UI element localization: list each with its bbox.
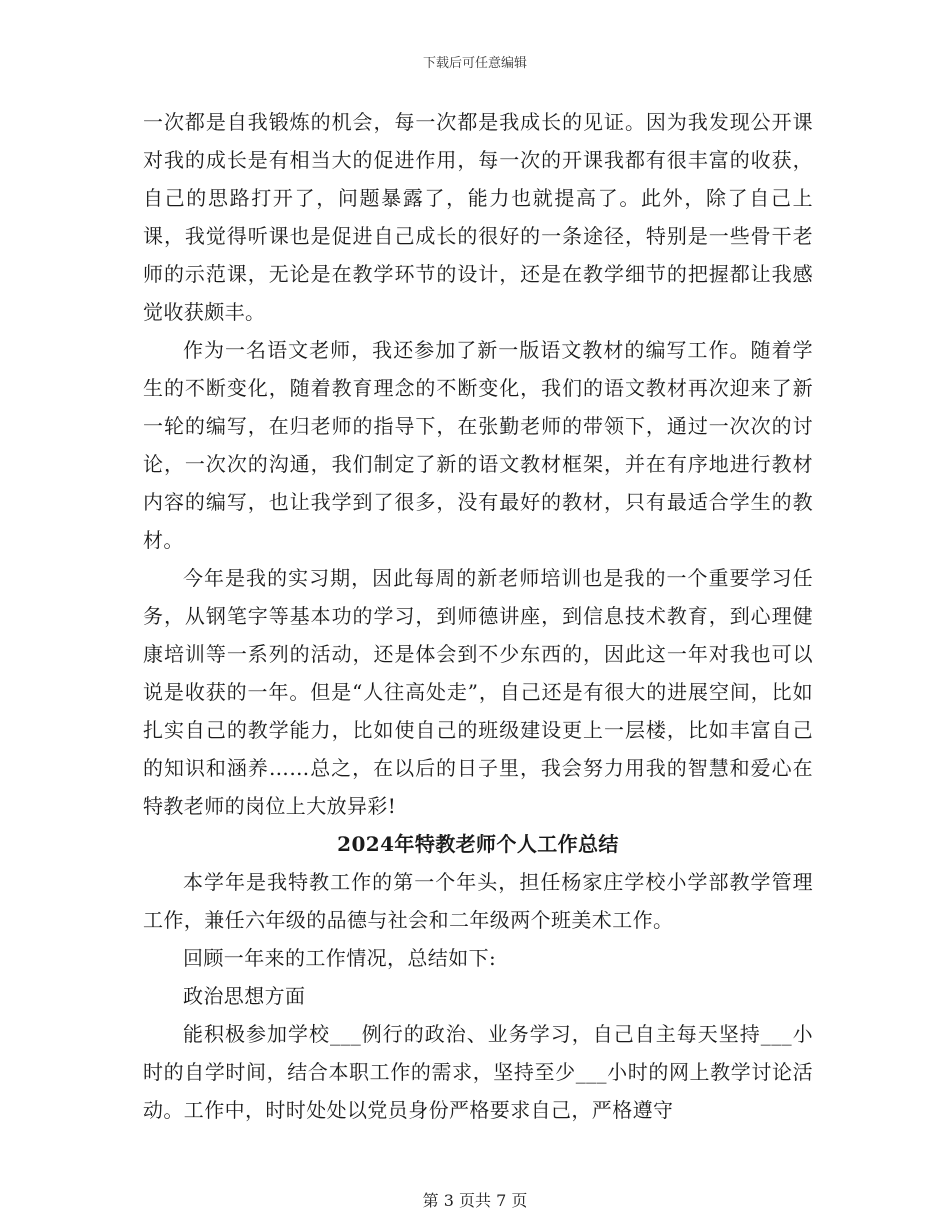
paragraph-internship: 今年是我的实习期，因此每周的新老师培训也是我的一个重要学习任务，从钢笔字等基本功的学习，到师德讲座，到信息技术教育，到心理健康培训等一系列的活动，还是体会到不少东西的，因此这一年对我也可以说是收获的一年。但是“人往高处走”，自己还是有很大的进展空间，比如扎实自己的教学能力，比如使自己的班级建设更上一层楼，比如丰富自己的知识和涵养……总之，在以后的日子里，我会努力用我的智慧和爱心在特教老师的岗位上大放异彩! [143, 566, 813, 818]
page-footer: 第 3 页共 7 页 [422, 1191, 528, 1210]
document-body [143, 103, 813, 1129]
paragraph-textbook-writing: 作为一名语文老师，我还参加了新一版语文教材的编写工作。随着学生的不断变化，随着教育理念的不断变化，我们的语文教材再次迎来了新一轮的编写，在归老师的指导下，在张勤老师的带领下，通过一次次的讨论，一次次的沟通，我们制定了新的语文教材框架，并在有序地进行教材内容的编写，也让我学到了很多，没有最好的教材，只有最适合学生的教材。 [143, 338, 813, 552]
paragraph-review: 回顾一年来的工作情况，总结如下: [183, 946, 497, 970]
subheading-political: 政治思想方面 [183, 984, 306, 1008]
paragraph-intro: 本学年是我特教工作的第一个年头，担任杨家庄学校小学部教学管理工作，兼任六年级的品德与社会和二年级两个班美术工作。 [143, 870, 813, 932]
paragraph-continuation: 一次都是自我锻炼的机会，每一次都是我成长的见证。因为我发现公开课对我的成长是有相当大的促进作用，每一次的开课我都有很丰富的收获，自己的思路打开了，问题暴露了，能力也就提高了。此外，除了自己上课，我觉得听课也是促进自己成长的很好的一条途径，特别是一些骨干老师的示范课，无论是在教学环节的设计，还是在教学细节的把握都让我感觉收获颇丰。 [143, 110, 813, 324]
paragraph-political: 能积极参加学校___例行的政治、业务学习，自己自主每天坚持___小时的自学时间，结合本职工作的需求，坚持至少___小时的网上教学讨论活动。工作中，时时处处以党员身份严格要求自己，严格遵守 [143, 1022, 813, 1122]
section-title: 2024年特教老师个人工作总结 [337, 832, 619, 856]
page-header: 下载后可任意编辑 [422, 56, 527, 71]
